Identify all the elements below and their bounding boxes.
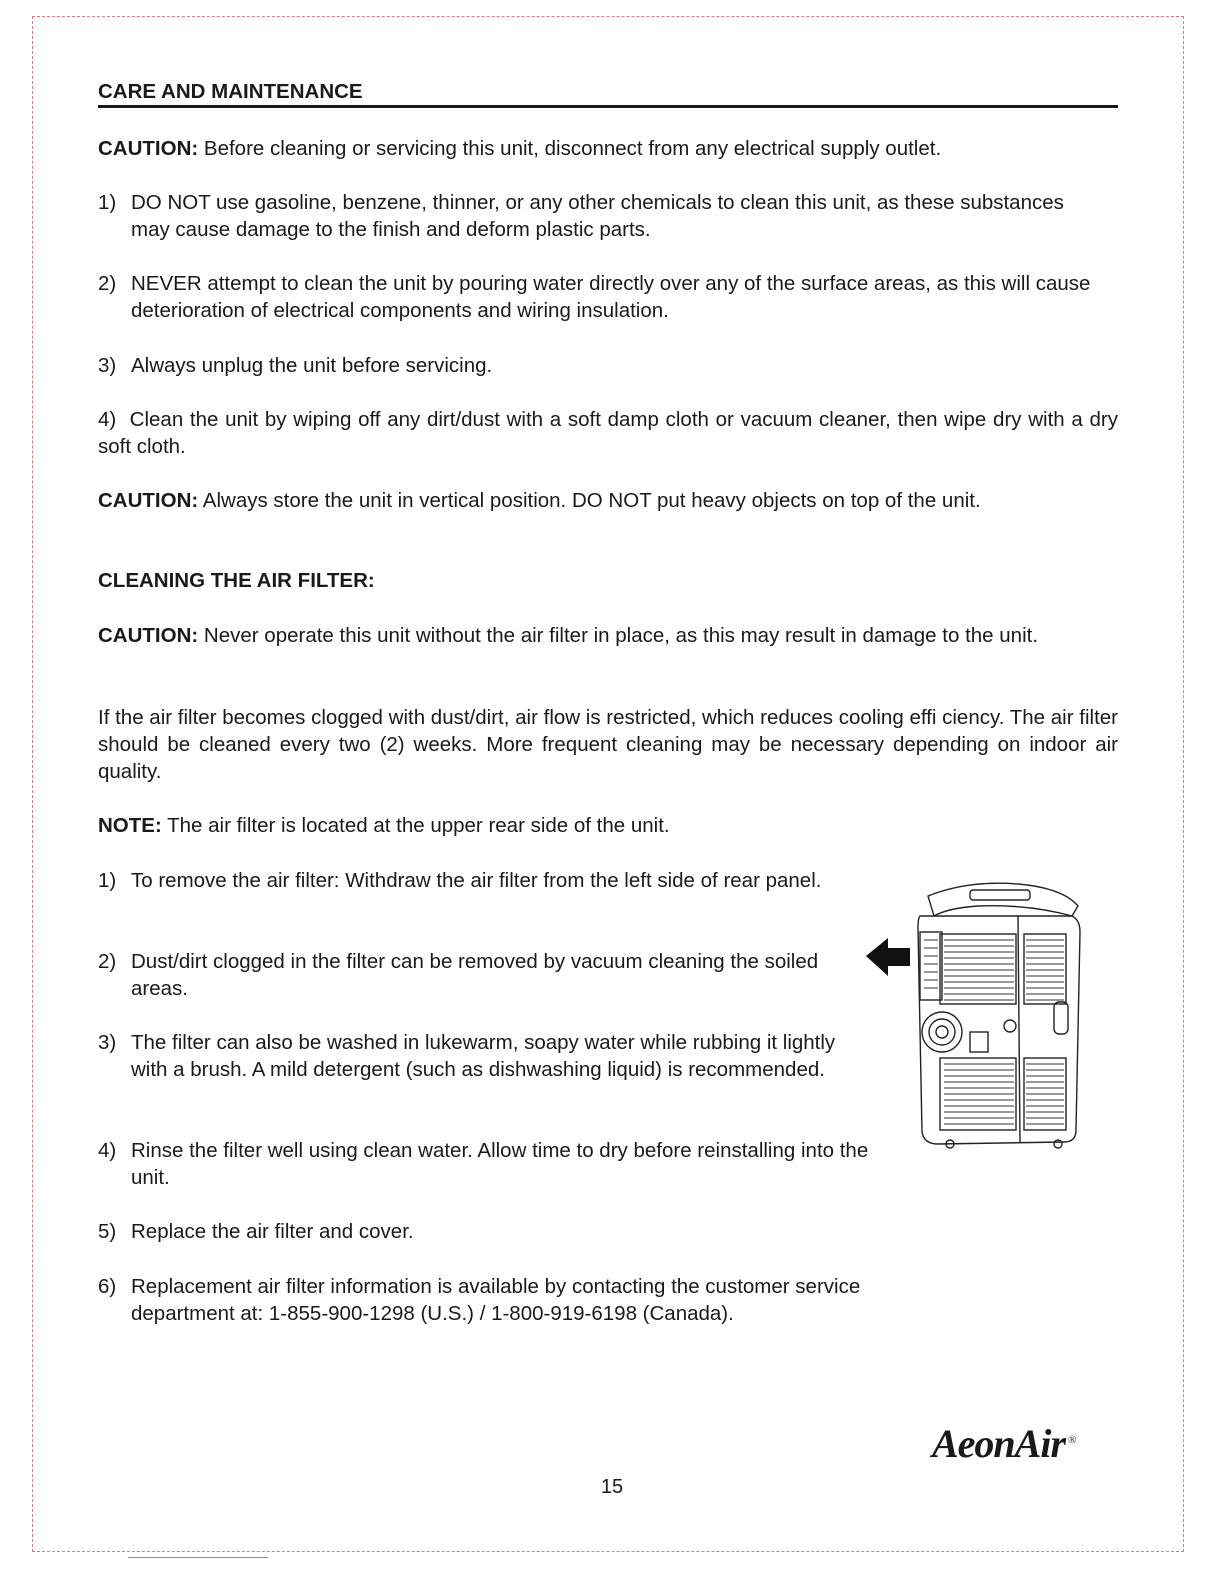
arrow-left-icon — [866, 938, 910, 976]
item-number: 4) — [98, 408, 117, 431]
step-number: 1) — [98, 869, 117, 892]
step-number: 2) — [98, 950, 117, 973]
step-number: 4) — [98, 1139, 117, 1162]
step-text: To remove the air filter: Withdraw the air filter from the left side of rear panel. — [131, 869, 822, 892]
item-text: DO NOT use gasoline, benzene, thinner, or any other chemicals to clean this unit, as these substances may cause damage to the finish and deform plastic parts. — [131, 191, 1064, 241]
item-text: Always unplug the unit before servicing. — [131, 354, 493, 377]
caution-label: CAUTION: — [98, 489, 199, 512]
list-item — [98, 1218, 898, 1245]
item-number: 3) — [98, 354, 117, 377]
logo-text: AeonAir — [932, 1421, 1066, 1466]
caution-store — [98, 487, 1118, 514]
item-text: Clean the unit by wiping off any dirt/dust with a soft damp cloth or vacuum cleaner, then wipe dry with a dry soft cloth. — [98, 408, 1118, 458]
caution-label: CAUTION: — [98, 137, 199, 160]
note-text: The air filter is located at the upper rear side of the unit. — [161, 814, 670, 837]
caution-filter — [98, 622, 1118, 649]
step-number: 5) — [98, 1220, 117, 1243]
filter-paragraph: If the air filter becomes clogged with dust/dirt, air flow is restricted, which reduces cooling effi ciency. The air filter should be cleaned every two (2) weeks. More frequent cleaning may be necessary depending on indoor air quality. — [98, 706, 1118, 783]
note-label: NOTE: — [98, 814, 162, 837]
step-number: 6) — [98, 1275, 117, 1298]
aeonair-logo — [932, 1420, 1075, 1467]
list-item — [98, 1273, 908, 1327]
item-number: 2) — [98, 272, 117, 295]
step-number: 3) — [98, 1031, 117, 1054]
list-item — [98, 189, 1088, 243]
list-item — [98, 1137, 898, 1191]
list-item — [98, 1029, 858, 1083]
step-text: Replacement air filter information is available by contacting the customer service department at: 1-855-900-1298 (U.S.) / 1-800-919-6198 (Canada). — [131, 1275, 861, 1325]
caution-label: CAUTION: — [98, 624, 199, 647]
blue-underline-mark — [128, 1557, 268, 1558]
page-number: 15 — [600, 1476, 624, 1498]
caution-text: Always store the unit in vertical position. DO NOT put heavy objects on top of the unit. — [198, 489, 981, 512]
title-rule — [98, 105, 1118, 108]
registered-mark: ® — [1068, 1433, 1076, 1446]
list-item — [98, 270, 1118, 324]
list-item — [98, 352, 1118, 379]
item-text: NEVER attempt to clean the unit by pouring water directly over any of the surface areas, as this will cause deterioration of electrical components and wiring insulation. — [131, 272, 1091, 322]
section-title-filter: CLEANING THE AIR FILTER: — [98, 569, 375, 592]
list-item — [98, 867, 858, 894]
step-text: Dust/dirt clogged in the filter can be removed by vacuum cleaning the soiled areas. — [131, 950, 819, 1000]
item-number: 1) — [98, 191, 117, 214]
note — [98, 812, 1118, 839]
step-text: The filter can also be washed in lukewarm, soapy water while rubbing it lightly with a brush. A mild detergent (such as dishwashing liquid) is recommended. — [131, 1031, 836, 1081]
air-conditioner-illustration — [858, 876, 1090, 1154]
step-text: Replace the air filter and cover. — [131, 1220, 414, 1243]
caution-text: Before cleaning or servicing this unit, disconnect from any electrical supply outlet. — [198, 137, 942, 160]
list-item — [98, 948, 858, 1002]
caution-disconnect — [98, 135, 1118, 162]
caution-text: Never operate this unit without the air filter in place, as this may result in damage to the unit. — [198, 624, 1039, 647]
step-text: Rinse the filter well using clean water. Allow time to dry before reinstalling into the unit. — [131, 1139, 869, 1189]
section-title-care: CARE AND MAINTENANCE — [98, 80, 363, 103]
list-item — [98, 406, 1118, 460]
